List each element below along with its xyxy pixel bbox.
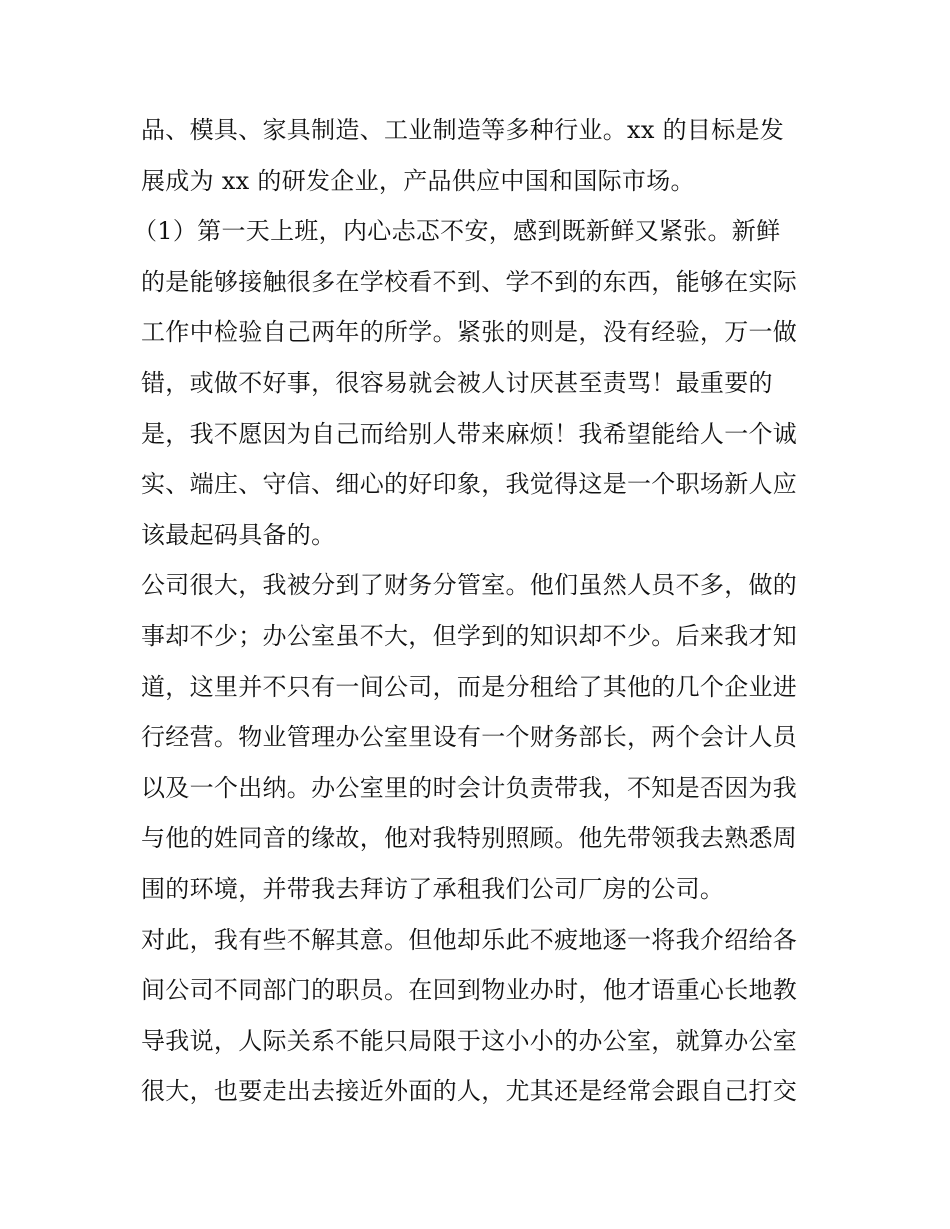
text-line: 导我说，人际关系不能只局限于这小小的办公室，就算办公室 <box>141 1026 798 1055</box>
text-line: 该最起码具备的。 <box>141 520 336 549</box>
text-line: 工作中检验自己两年的所学。紧张的则是，没有经验，万一做 <box>141 318 798 347</box>
text-line: 行经营。物业管理办公室里设有一个财务部长，两个会计人员 <box>141 723 798 752</box>
text-line: 很大，也要走出去接近外面的人，尤其还是经常会跟自己打交 <box>141 1077 798 1106</box>
text-line: 以及一个出纳。办公室里的时会计负责带我，不知是否因为我 <box>141 773 798 802</box>
text-line: 围的环境，并带我去拜访了承租我们公司厂房的公司。 <box>141 874 725 903</box>
text-line: 是，我不愿因为自己而给别人带来麻烦！我希望能给人一个诚 <box>141 419 798 448</box>
text-line: 与他的姓同音的缘故，他对我特别照顾。他先带领我去熟悉周 <box>141 824 798 853</box>
text-line: 间公司不同部门的职员。在回到物业办时，他才语重心长地教 <box>141 976 798 1005</box>
text-line: 错，或做不好事，很容易就会被人讨厌甚至责骂！最重要的 <box>141 368 773 397</box>
text-line: 展成为 xx 的研发企业，产品供应中国和国际市场。 <box>141 166 695 195</box>
text-line: 道，这里并不只有一间公司，而是分租给了其他的几个企业进 <box>141 672 798 701</box>
text-line: 对此，我有些不解其意。但他却乐此不疲地逐一将我介绍给各 <box>141 925 798 954</box>
text-line: 的是能够接触很多在学校看不到、学不到的东西，能够在实际 <box>141 267 798 296</box>
text-line: 事却不少；办公室虽不大，但学到的知识却不少。后来我才知 <box>141 621 798 650</box>
body-text <box>133 105 821 1117</box>
text-line: 品、模具、家具制造、工业制造等多种行业。xx 的目标是发 <box>141 116 785 144</box>
text-line: 实、端庄、守信、细心的好印象，我觉得这是一个职场新人应 <box>141 470 798 499</box>
text-line: 公司很大，我被分到了财务分管室。他们虽然人员不多，做的 <box>141 571 798 600</box>
text-line: （1）第一天上班，内心忐忑不安，感到既新鲜又紧张。新鲜 <box>133 217 781 246</box>
